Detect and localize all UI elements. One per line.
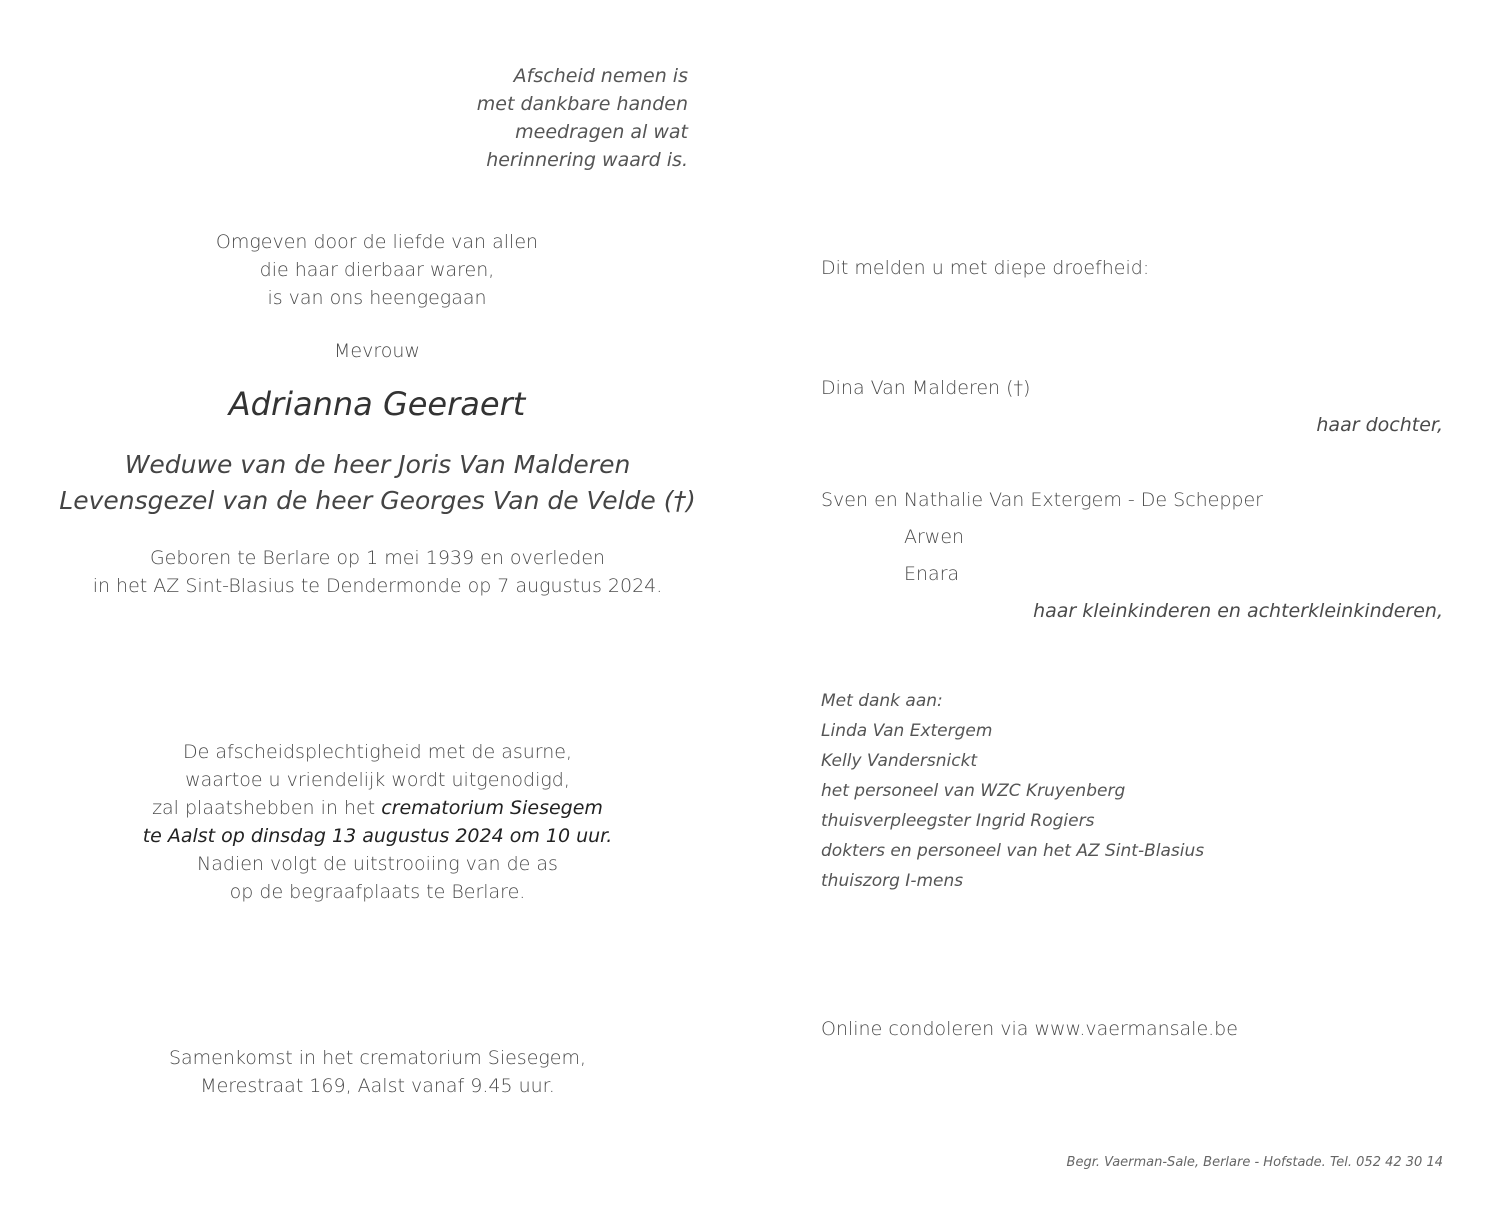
intro-line: die haar dierbaar waren, — [259, 259, 495, 281]
poem-line: herinnering waard is. — [486, 149, 688, 171]
relation-partner: Levensgezel van de heer Georges Van de Velde (†) — [59, 486, 696, 515]
daughter-name: Dina Van Malderen (†) — [821, 377, 1031, 399]
grandchildren-role: haar kleinkinderen en achterkleinkinderen, — [1033, 600, 1443, 622]
funeral-home-footer: Begr. Vaerman-Sale, Berlare - Hofstade. Tel. 052 42 30 14 — [1066, 1155, 1443, 1170]
online-condolence: Online condoleren via www.vaermansale.be — [821, 1018, 1238, 1040]
thanks-item: thuisverpleegster Ingrid Rogiers — [821, 811, 1095, 831]
ceremony-line: De afscheidsplechtigheid met de asurne, — [182, 741, 573, 763]
thanks-item: thuiszorg I-mens — [821, 871, 964, 891]
great-grandchild-name: Enara — [904, 563, 960, 585]
ceremony-prefix: zal plaatshebben in het — [152, 797, 382, 819]
deceased-title: Mevrouw — [334, 340, 420, 362]
intro-line: Omgeven door de liefde van allen — [215, 231, 539, 253]
thanks-item: het personeel van WZC Kruyenberg — [821, 781, 1126, 801]
ceremony-line: op de begraafplaats te Berlare. — [229, 881, 526, 903]
daughter-role: haar dochter, — [1316, 414, 1443, 436]
gathering-info — [40, 1044, 715, 1100]
thanks-item: Linda Van Extergem — [821, 721, 993, 741]
birth-line: Geboren te Berlare op 1 mei 1939 en overleden — [149, 547, 606, 569]
thanks-heading: Met dank aan: — [821, 691, 943, 711]
grandchildren-names: Sven en Nathalie Van Extergem - De Schepper — [821, 489, 1263, 511]
gathering-line: Merestraat 169, Aalst vanaf 9.45 uur. — [200, 1075, 555, 1097]
relation-widow: Weduwe van de heer Joris Van Malderen — [124, 450, 631, 479]
deceased-name: Adrianna Geeraert — [228, 385, 526, 423]
poem — [477, 62, 688, 174]
ceremony-line: Nadien volgt de uitstrooiing van de as — [197, 853, 558, 875]
ceremony-venue: crematorium Siesegem — [381, 797, 603, 819]
poem-line: Afscheid nemen is — [513, 65, 688, 87]
gathering-line: Samenkomst in het crematorium Siesegem, — [168, 1047, 587, 1069]
birth-death-info — [40, 544, 715, 600]
ceremony-info — [40, 738, 715, 906]
death-line: in het AZ Sint-Blasius te Dendermonde op 7 augustus 2024. — [92, 575, 663, 597]
poem-line: met dankbare handen — [476, 93, 688, 115]
poem-line: meedragen al wat — [515, 121, 688, 143]
intro-line: is van ons heengegaan — [267, 287, 487, 309]
deceased-relations — [40, 447, 715, 519]
thanks-list — [821, 686, 1204, 896]
announcement: Dit melden u met diepe droefheid: — [821, 257, 1150, 279]
ceremony-line: waartoe u vriendelijk wordt uitgenodigd, — [185, 769, 570, 791]
thanks-item: dokters en personeel van het AZ Sint-Blasius — [821, 841, 1205, 861]
intro-text — [77, 228, 677, 312]
thanks-item: Kelly Vandersnickt — [821, 751, 978, 771]
great-grandchild-name: Arwen — [904, 526, 965, 548]
ceremony-datetime: te Aalst op dinsdag 13 augustus 2024 om 10 uur. — [142, 825, 613, 847]
ceremony-line — [40, 794, 715, 822]
